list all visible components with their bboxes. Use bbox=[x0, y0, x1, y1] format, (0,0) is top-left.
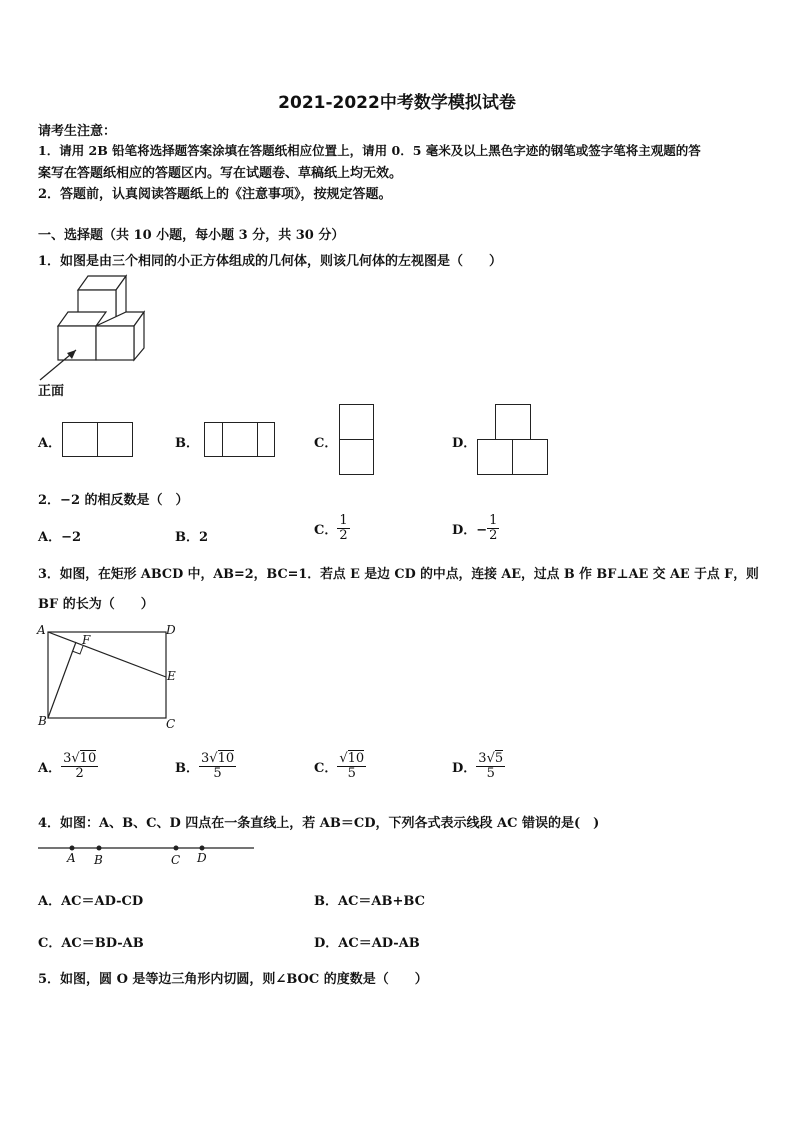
q3-option-d-label: D． bbox=[452, 760, 477, 776]
q3-d-denominator: 5 bbox=[486, 765, 495, 781]
q2-option-a[interactable]: A．−2 bbox=[38, 530, 82, 545]
q3-stem: 3．如图，在矩形 ABCD 中，AB=2，BC=1．若点 E 是边 CD 的中点，连接 AE，过点 B 作 BF⊥AE 交 AE 于点 F，则 bbox=[38, 567, 759, 582]
q5-stem: 5．如图，圆 O 是等边三角形内切圆，则∠BOC 的度数是（ ） bbox=[38, 972, 428, 987]
q3-option-d-fraction bbox=[476, 752, 505, 780]
q3-a-numerator: 3√10 bbox=[63, 751, 97, 766]
q2-option-d-fraction bbox=[487, 514, 499, 542]
q3-b-denominator: 5 bbox=[213, 765, 222, 781]
q3-a-coef: 3 bbox=[63, 751, 72, 766]
q1-option-b-figure bbox=[204, 422, 276, 458]
q4-label-c: C bbox=[171, 853, 181, 867]
q2-option-c[interactable] bbox=[314, 514, 350, 542]
q3-b-coef: 3 bbox=[201, 751, 210, 766]
q2-option-c-label: C． bbox=[314, 522, 338, 538]
q1-option-d[interactable]: D． bbox=[452, 436, 477, 451]
q2-option-c-fraction bbox=[337, 514, 349, 542]
q2-stem: 2．−2 的相反数是（ ） bbox=[38, 493, 189, 508]
q3-a-radicand: 10 bbox=[79, 751, 97, 766]
q3-label-b: B bbox=[38, 714, 47, 728]
q1-option-d-figure bbox=[476, 404, 550, 476]
section-heading: 一、选择题（共 10 小题，每小题 3 分，共 30 分） bbox=[38, 228, 345, 243]
q2-c-numerator: 1 bbox=[339, 513, 348, 528]
q3-d-coef: 3 bbox=[478, 751, 487, 766]
q1-option-a-figure bbox=[62, 422, 134, 458]
q1-option-a[interactable]: A． bbox=[38, 436, 62, 451]
notice-line-1b: 案写在答题纸相应的答题区内。写在试题卷、草稿纸上均无效。 bbox=[38, 166, 403, 181]
q3-rectangle-figure bbox=[36, 622, 186, 732]
q2-c-denominator: 2 bbox=[339, 527, 348, 543]
q3-label-d: D bbox=[166, 623, 176, 637]
q3-option-c-fraction bbox=[337, 752, 366, 780]
q3-option-c[interactable] bbox=[314, 752, 366, 780]
q3-stem-2: BF 的长为（ ） bbox=[38, 597, 154, 612]
q1-stem: 1．如图是由三个相同的小正方体组成的几何体，则该几何体的左视图是（ ） bbox=[38, 254, 503, 269]
q2-option-d-label: D．− bbox=[452, 522, 488, 538]
q3-option-a[interactable] bbox=[38, 752, 98, 780]
q3-option-b-fraction bbox=[199, 752, 236, 780]
q1-front-label: 正面 bbox=[38, 384, 65, 399]
q4-stem: 4．如图：A、B、C、D 四点在一条直线上，若 AB＝CD，下列各式表示线段 AC 错误的是( ) bbox=[38, 816, 600, 831]
q3-option-a-fraction bbox=[61, 752, 98, 780]
q4-label-d: D bbox=[197, 851, 207, 865]
q3-b-radicand: 10 bbox=[217, 751, 235, 766]
q3-c-radicand: 10 bbox=[347, 751, 365, 766]
q3-b-numerator: 3√10 bbox=[201, 751, 235, 766]
q2-option-b[interactable]: B．2 bbox=[175, 530, 209, 545]
q3-option-b-label: B． bbox=[175, 760, 199, 776]
q4-option-c[interactable]: C．AC＝BD-AB bbox=[38, 936, 144, 951]
q3-d-radicand: 5 bbox=[494, 751, 504, 766]
q3-option-b[interactable] bbox=[175, 752, 236, 780]
q2-d-numerator: 1 bbox=[489, 513, 498, 528]
q4-label-a: A bbox=[67, 851, 76, 865]
q4-label-b: B bbox=[94, 853, 103, 867]
q3-option-d[interactable] bbox=[452, 752, 505, 780]
q1-option-b[interactable]: B． bbox=[175, 436, 199, 451]
q3-label-a: A bbox=[37, 623, 46, 637]
q3-option-a-label: A． bbox=[38, 760, 62, 776]
notice-heading: 请考生注意： bbox=[38, 124, 117, 139]
q4-option-d[interactable]: D．AC＝AD-AB bbox=[314, 936, 420, 951]
q3-label-e: E bbox=[167, 669, 176, 683]
q3-label-f: F bbox=[82, 633, 91, 647]
q4-option-b[interactable]: B．AC＝AB+BC bbox=[314, 894, 425, 909]
q3-d-numerator: 3√5 bbox=[478, 751, 504, 766]
page-title: 2021-2022中考数学模拟试卷 bbox=[278, 93, 516, 113]
q3-label-c: C bbox=[166, 717, 176, 731]
q3-a-denominator: 2 bbox=[75, 765, 84, 781]
q1-option-c-figure bbox=[339, 404, 375, 476]
q3-option-c-label: C． bbox=[314, 760, 338, 776]
notice-line-1: 1．请用 2B 铅笔将选择题答案涂填在答题纸相应位置上，请用 0．5 毫米及以上黑色字迹的钢笔或签字笔将主观题的答 bbox=[38, 143, 701, 158]
q2-d-denominator: 2 bbox=[489, 527, 498, 543]
q1-option-c[interactable]: C． bbox=[314, 436, 338, 451]
q3-c-denominator: 5 bbox=[347, 765, 356, 781]
q4-option-a[interactable]: A．AC＝AD-CD bbox=[38, 894, 144, 909]
notice-line-2: 2．答题前，认真阅读答题纸上的《注意事项》，按规定答题。 bbox=[38, 187, 392, 202]
q3-c-numerator: √10 bbox=[339, 751, 365, 766]
q2-option-d[interactable] bbox=[452, 514, 499, 542]
q4-number-line-figure bbox=[38, 838, 258, 868]
